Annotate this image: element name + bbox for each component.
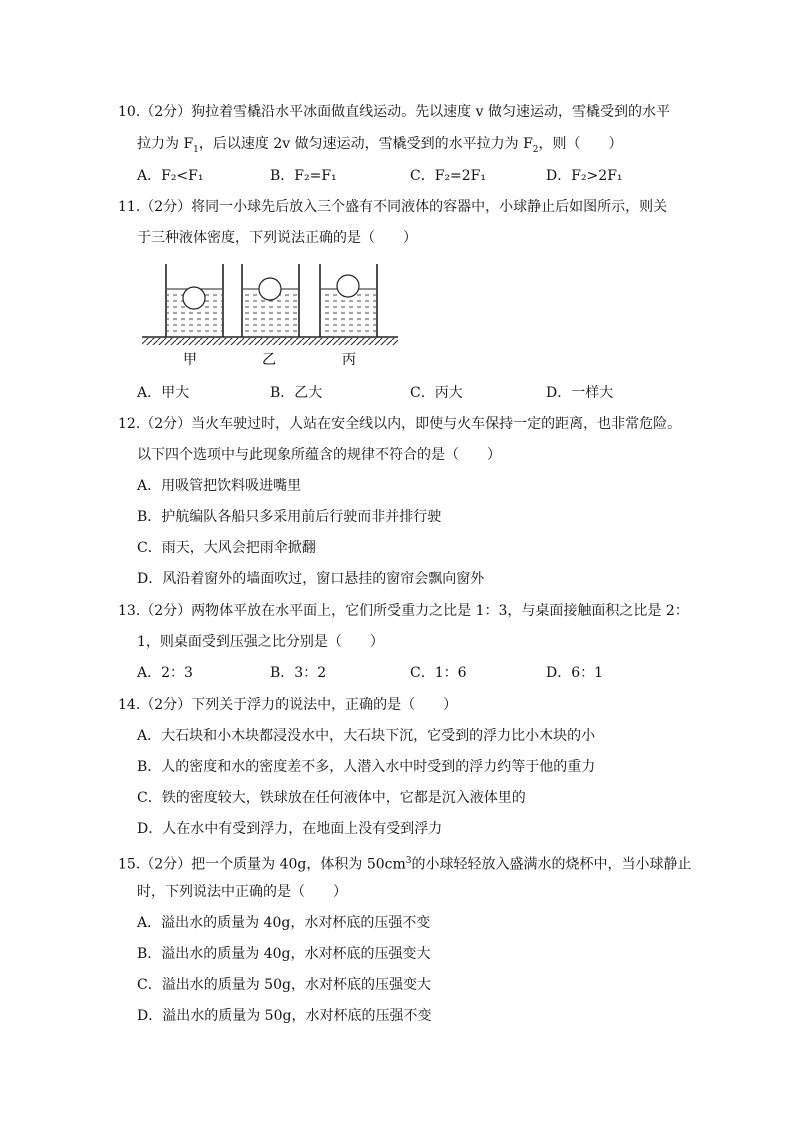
q14-option-d[interactable]: D．人在水中有受到浮力，在地面上没有受到浮力 [137, 821, 443, 837]
containers-figure [140, 262, 402, 370]
ball-yi [259, 278, 281, 300]
label-jia: 甲 [183, 352, 197, 368]
q11-stem-line1: 11.（2分）将同一小球先后放入三个盛有不同液体的容器中，小球静止后如图所示，则关 [118, 199, 668, 215]
q15-stem-line1 [118, 852, 692, 874]
q13-option-d[interactable]: D．6：1 [546, 665, 604, 681]
q15-sup-3: 3 [405, 856, 412, 866]
q10-text-c: ，则（ ） [538, 136, 623, 152]
container-jia [166, 264, 223, 337]
q12-option-c[interactable]: C．雨天，大风会把雨伞掀翻 [137, 540, 316, 556]
q12-option-b[interactable]: B．护航编队各船只多采用前后行驶而非并排行驶 [137, 509, 442, 525]
ball-bing [337, 275, 359, 297]
q11-option-b[interactable]: B．乙大 [270, 385, 323, 401]
q10-sub-1: 1 [193, 144, 199, 155]
q14-option-b[interactable]: B．人的密度和水的密度差不多，人潜入水中时受到的浮力约等于他的重力 [137, 759, 596, 775]
q10-text-a: 拉力为 F [137, 136, 194, 152]
q11-option-d[interactable]: D．一样大 [546, 385, 614, 401]
label-yi: 乙 [262, 352, 276, 368]
q15-stem-line2: 时，下列说法中正确的是（ ） [137, 884, 347, 900]
q10-sub-2: 2 [532, 144, 539, 155]
q12-option-d[interactable]: D．风沿着窗外的墙面吹过，窗口悬挂的窗帘会飘向窗外 [137, 571, 485, 587]
q13-option-a[interactable]: A．2：3 [137, 665, 193, 681]
q13-stem-line2: 1，则桌面受到压强之比分别是（ ） [137, 634, 384, 650]
q10-option-c[interactable]: C．F₂=2F₁ [410, 168, 487, 184]
q14-option-a[interactable]: A．大石块和小木块都浸没水中，大石块下沉，它受到的浮力比小木块的小 [137, 728, 596, 744]
q13-stem-line1: 13.（2分）两物体平放在水平面上，它们所受重力之比是 1：3，与桌面接触面积之比是 2： [118, 603, 689, 619]
q10-stem-line2 [137, 135, 623, 159]
q13-option-b[interactable]: B．3：2 [270, 665, 327, 681]
ball-jia [183, 287, 205, 309]
q13-option-c[interactable]: C．1：6 [410, 665, 467, 681]
q12-option-a[interactable]: A．用吸管把饮料吸进嘴里 [137, 478, 302, 494]
q14-option-c[interactable]: C．铁的密度较大，铁球放在任何液体中，它都是沉入液体里的 [137, 790, 526, 806]
label-bing: 丙 [342, 352, 356, 368]
q15-option-b[interactable]: B．溢出水的质量为 40g，水对杯底的压强变大 [137, 946, 431, 962]
q15-text-a: 15.（2分）把一个质量为 40g，体积为 50cm [118, 856, 406, 873]
containers-diagram [140, 262, 402, 370]
q10-text-b: ，后以速度 2v 做匀速运动，雪橇受到的水平拉力为 F [198, 136, 533, 152]
container-yi [242, 264, 299, 337]
q12-stem-line1: 12.（2分）当火车驶过时，人站在安全线以内，即使与火车保持一定的距离，也非常危险。 [118, 416, 682, 432]
q11-option-c[interactable]: C．丙大 [410, 385, 463, 401]
q11-stem-line2: 于三种液体密度，下列说法正确的是（ ） [137, 230, 417, 246]
container-bing [320, 264, 377, 337]
q15-option-c[interactable]: C．溢出水的质量为 50g，水对杯底的压强变大 [137, 977, 431, 993]
q14-stem-line1: 14.（2分）下列关于浮力的说法中，正确的是（ ） [118, 697, 458, 713]
q15-text-b: 的小球轻轻放入盛满水的烧杯中，当小球静止 [411, 856, 692, 873]
q10-option-a[interactable]: A．F₂<F₁ [137, 168, 204, 184]
q10-stem-line1: 10.（2分）狗拉着雪橇沿水平冰面做直线运动。先以速度 v 做匀速运动，雪橇受到的水平 [118, 104, 670, 120]
q10-option-b[interactable]: B．F₂=F₁ [270, 168, 337, 184]
q11-option-a[interactable]: A．甲大 [137, 385, 190, 401]
q15-option-d[interactable]: D．溢出水的质量为 50g，水对杯底的压强不变 [137, 1008, 432, 1024]
q10-option-d[interactable]: D．F₂>2F₁ [546, 168, 623, 184]
q15-option-a[interactable]: A．溢出水的质量为 40g，水对杯底的压强不变 [137, 915, 431, 931]
q12-stem-line2: 以下四个选项中与此现象所蕴含的规律不符合的是（ ） [137, 447, 501, 463]
